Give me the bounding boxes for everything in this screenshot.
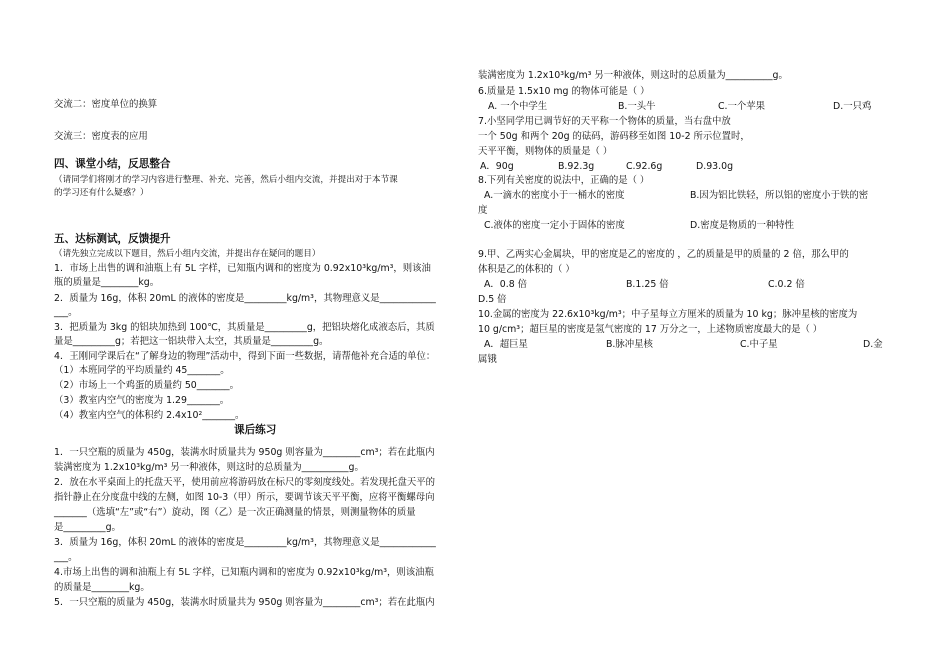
exchange-3: 交流三：密度表的应用	[54, 131, 148, 142]
question-6-option-c: C.一个苹果	[718, 101, 766, 112]
question-7-line-1: 7.小坚同学用已调节好的天平称一个物体的质量，当右盘中放	[478, 116, 731, 127]
question-2-line-1: 2．质量为 16g，体积 20mL 的液体的密度是_________kg/m³，其物理意义是____________	[54, 293, 436, 304]
question-7-line-3: 天平平衡，则物体的质量是（ ）	[478, 146, 613, 157]
question-8-stem: 8.下列有关密度的说法中，正确的是（ ）	[478, 175, 650, 186]
section-4-title: 四、课堂小结，反思整合	[54, 158, 171, 170]
homework-1-line-2: 装满密度为 1.2x10³kg/m³ 另一种液体，则这时的总质量为__________g。	[54, 462, 364, 473]
question-4-item-2: （2）市场上一个鸡蛋的质量约 50_______。	[54, 380, 239, 391]
homework-2-line-2: 指针静止在分度盘中线的左侧，如图 10-3（甲）所示，要调节该天平平衡，应将平衡螺母向	[54, 492, 435, 503]
question-10-option-d: D.金	[863, 339, 883, 350]
question-9-option-d: D.5 倍	[478, 294, 507, 305]
question-4-stem: 4．王刚同学课后在“了解身边的物理”活动中，得到下面一些数据，请帮他补充合适的单位：	[54, 351, 436, 362]
question-3-line-1: 3．把质量为 3kg 的铝块加热到 100℃，其质量是_________g，把铝块熔化成液态后，其质	[54, 322, 435, 333]
section-4-desc-1: （请同学们将刚才的学习内容进行整理、补充、完善，然后小组内交流，并提出对于本节课	[54, 175, 398, 185]
homework-4-line-2: 的质量是________kg。	[54, 582, 150, 593]
question-8-option-c: C.液体的密度一定小于固体的密度	[484, 220, 625, 231]
question-3-line-2: 量是_________g；若把这一铝块带入太空，其质量是_________g。	[54, 336, 329, 347]
question-7-option-c: C.92.6g	[626, 161, 663, 172]
question-10-option-b: B.脉冲星核	[606, 339, 653, 350]
question-6-stem: 6.质量是 1.5x10 mg 的物体可能是（ ）	[478, 86, 650, 97]
question-6-option-d: D.一只鸡	[833, 101, 872, 112]
question-2-line-2: ___。	[54, 307, 78, 318]
homework-5-line-2: 装满密度为 1.2x10³kg/m³ 另一种液体，则这时的总质量为__________g。	[478, 70, 788, 81]
question-4-item-1: （1）本班同学的平均质量约 45_______。	[54, 365, 230, 376]
homework-4-line-1: 4.市场上出售的调和油瓶上有 5L 字样，已知瓶内调和的密度为 0.92x10³kg/m³，则该油瓶	[54, 567, 434, 578]
question-9-option-c: C.0.2 倍	[768, 279, 805, 290]
question-10-line-1: 10.金属的密度为 22.6x10³kg/m³；中子星每立方厘米的质量为 10 kg；脉冲星核的密度为	[478, 309, 858, 320]
exchange-2: 交流二：密度单位的换算	[54, 99, 158, 110]
homework-2-line-3: _______（选填“左”或“右”）旋动，图（乙）是一次正确测量的情景，则测量物体的质量	[54, 507, 416, 518]
homework-1-line-1: 1．一只空瓶的质量为 450g，装满水时质量共为 950g 则容量为________cm³；若在此瓶内	[54, 447, 435, 458]
question-4-item-3: （3）教室内空气的密度为 1.29_______。	[54, 395, 230, 406]
homework-2-line-4: 是_________g。	[54, 522, 121, 533]
question-10-option-c: C.中子星	[740, 339, 778, 350]
question-9-option-b: B.1.25 倍	[626, 279, 669, 290]
question-10-option-a: A．超巨星	[484, 339, 528, 350]
section-5-title: 五、达标测试，反馈提升	[54, 233, 171, 245]
question-9-option-a: A．0.8 倍	[484, 279, 528, 290]
homework-3-line-2: ___。	[54, 552, 78, 563]
question-4-item-4: （4）教室内空气的体积约 2.4x10²_______。	[54, 410, 245, 421]
question-10-line-2: 10 g/cm³；超巨星的密度是氢气密度的 17 万分之一，上述物质密度最大的是（ ）	[478, 324, 823, 335]
question-8-option-d: D.密度是物质的一种特性	[690, 220, 794, 231]
question-8-option-b-cont: 度	[478, 205, 488, 216]
question-9-line-2: 体积是乙的体积的（ ）	[478, 264, 575, 275]
question-8-option-a: A.一滴水的密度小于一桶水的密度	[484, 190, 625, 201]
homework-title: 课后练习	[234, 424, 277, 436]
homework-3-line-1: 3．质量为 16g，体积 20mL 的液体的密度是_________kg/m³，其物理意义是____________	[54, 537, 436, 548]
question-8-option-b: B.因为铝比铁轻，所以铝的密度小于铁的密	[690, 190, 869, 201]
question-7-option-b: B.92.3g	[558, 161, 595, 172]
homework-5-line-1: 5．一只空瓶的质量为 450g，装满水时质量共为 950g 则容量为________cm³；若在此瓶内	[54, 597, 435, 608]
question-7-option-a: A．90g	[480, 161, 514, 172]
question-10-option-d-cont: 属锇	[478, 354, 497, 365]
question-1-line-1: 1．市场上出售的调和油瓶上有 5L 字样，已知瓶内调和的密度为 0.92x10³kg/m³，则该油	[54, 263, 431, 274]
question-9-line-1: 9.甲、乙两实心金属块，甲的密度是乙的密度的 ，乙的质量是甲的质量的 2 倍，那么甲的	[478, 249, 849, 260]
section-5-desc: （请先独立完成以下题目，然后小组内交流，并提出存在疑问的题目）	[54, 249, 321, 259]
question-7-option-d: D.93.0g	[696, 161, 734, 172]
question-1-line-2: 瓶的质量是________kg。	[54, 277, 160, 288]
question-6-option-a: A. 一个中学生	[488, 101, 548, 112]
homework-2-line-1: 2．放在水平桌面上的托盘天平，使用前应将游码放在标尺的零刻度线处。若发现托盘天平的	[54, 477, 435, 488]
question-7-line-2: 一个 50g 和两个 20g 的砝码，游码移至如图 10-2 所示位置时，	[478, 131, 750, 142]
question-6-option-b: B.一头牛	[618, 101, 656, 112]
section-4-desc-2: 的学习还有什么疑惑？）	[54, 188, 149, 198]
